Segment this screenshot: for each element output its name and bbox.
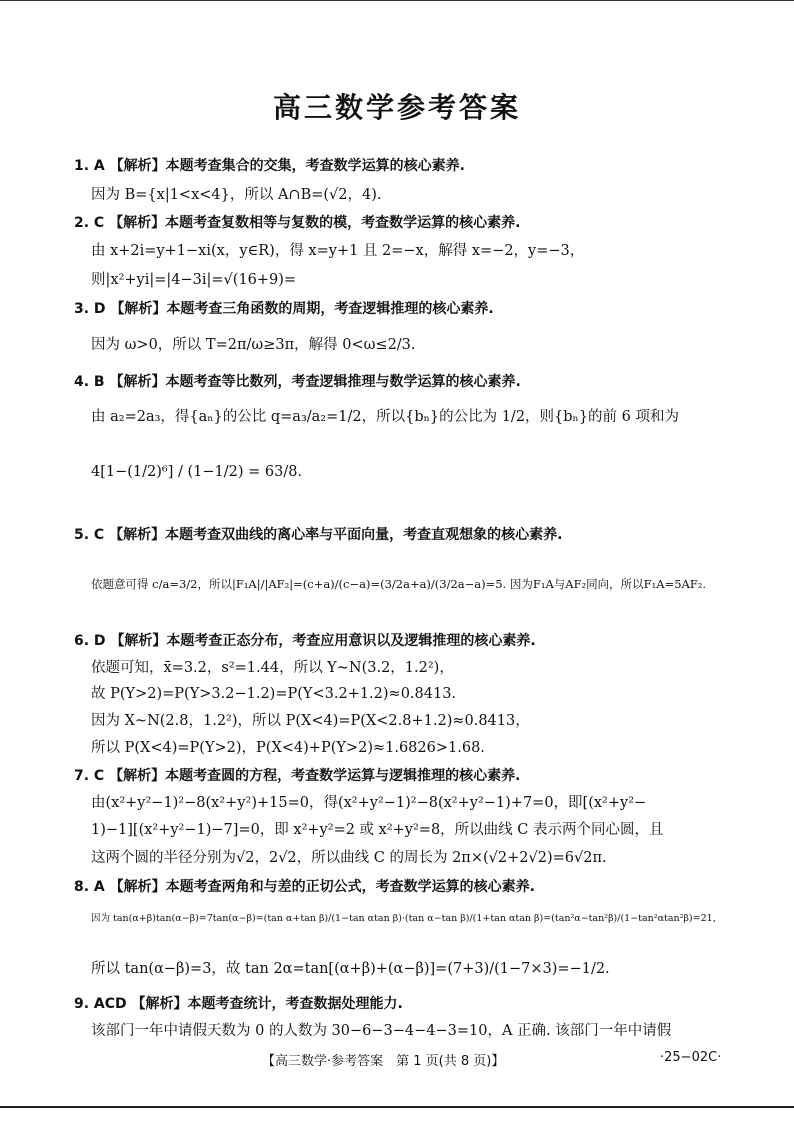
q5-line-1: 依题意可得 c/a=3/2，所以|F₁A|/|AF₂|=(c+a)/(c−a)=(3/2a+a)/(3/2a−a)=5. 因为F₁A与AF₂同向，所以F₁A=5AF₂. <box>91 577 707 591</box>
q4-line-1: 由 a₂=2a₃，得{aₙ}的公比 q=a₃/a₂=1/2，所以{bₙ}的公比为 1/2，则{bₙ}的前 6 项和为 <box>91 409 679 425</box>
bottom-border <box>0 1106 794 1108</box>
q8-line-2: 所以 tan(α−β)=3，故 tan 2α=tan[(α+β)+(α−β)]=(7+3)/(1−7×3)=−1/2. <box>91 961 610 977</box>
document-code: ·25−02C· <box>660 1050 722 1065</box>
q6-line-4: 所以 P(X<4)=P(Y>2)，P(X<4)+P(Y>2)≈1.6826>1.68. <box>91 740 485 756</box>
q1-line-1: 因为 B={x|1<x<4}，所以 A∩B=(√2，4). <box>91 187 382 203</box>
q3-line-1: 因为 ω>0，所以 T=2π/ω≥3π，解得 0<ω≤2/3. <box>91 337 416 353</box>
q9-heading: 9. ACD 【解析】本题考查统计，考查数据处理能力. <box>74 996 403 1012</box>
page-title: 高三数学参考答案 <box>272 91 521 124</box>
q9-line-1: 该部门一年中请假天数为 0 的人数为 30−6−3−4−4−3=10，A 正确. 该部门一年中请假 <box>91 1023 672 1039</box>
q6-line-2: 故 P(Y>2)=P(Y>3.2−1.2)=P(Y<3.2+1.2)≈0.8413. <box>91 686 457 702</box>
q8-heading: 8. A 【解析】本题考查两角和与差的正切公式，考查数学运算的核心素养. <box>74 879 535 895</box>
q5-heading: 5. C 【解析】本题考查双曲线的离心率与平面向量，考查直观想象的核心素养. <box>74 527 563 543</box>
q4-line-2: 4[1−(1/2)⁶] / (1−1/2) = 63/8. <box>91 464 303 480</box>
q1-heading: 1. A 【解析】本题考查集合的交集，考查数学运算的核心素养. <box>74 158 465 174</box>
q7-line-3: 这两个圆的半径分别为√2，2√2，所以曲线 C 的周长为 2π×(√2+2√2)=6√2π. <box>91 850 607 866</box>
q7-line-1: 由(x²+y²−1)²−8(x²+y²)+15=0，得(x²+y²−1)²−8(x²+y²−1)+7=0，即[(x²+y²− <box>91 795 647 811</box>
q6-line-1: 依题可知，x̄=3.2，s²=1.44，所以 Y~N(3.2，1.2²)， <box>91 660 454 676</box>
top-border <box>0 0 794 1</box>
q4-heading: 4. B 【解析】本题考查等比数列，考查逻辑推理与数学运算的核心素养. <box>74 374 521 390</box>
page-footer: 【高三数学·参考答案 第 1 页(共 8 页)】 <box>262 1054 505 1069</box>
q3-heading: 3. D 【解析】本题考查三角函数的周期，考查逻辑推理的核心素养. <box>74 301 494 317</box>
q8-line-1: 因为 tan(α+β)tan(α−β)=7tan(α−β)=(tan α+tan β)/(1−tan αtan β)·(tan α−tan β)/(1+tan αtan β)=(tan²α−tan²β)/(1−tan²αtan²β)=21， <box>91 913 723 924</box>
q7-line-2: 1)−1][(x²+y²−1)−7]=0，即 x²+y²=2 或 x²+y²=8，所以曲线 C 表示两个同心圆，且 <box>91 822 664 838</box>
q2-heading: 2. C 【解析】本题考查复数相等与复数的模，考查数学运算的核心素养. <box>74 215 521 231</box>
q7-heading: 7. C 【解析】本题考查圆的方程，考查数学运算与逻辑推理的核心素养. <box>74 768 521 784</box>
q2-line-2: 则|x²+yi|=|4−3i|=√(16+9)= <box>91 272 297 288</box>
q6-line-3: 因为 X~N(2.8，1.2²)，所以 P(X<4)=P(X<2.8+1.2)≈0.8413， <box>91 713 530 729</box>
q2-line-1: 由 x+2i=y+1−xi(x，y∈R)，得 x=y+1 且 2=−x，解得 x=−2，y=−3， <box>91 243 585 259</box>
q6-heading: 6. D 【解析】本题考查正态分布，考查应用意识以及逻辑推理的核心素养. <box>74 633 536 649</box>
